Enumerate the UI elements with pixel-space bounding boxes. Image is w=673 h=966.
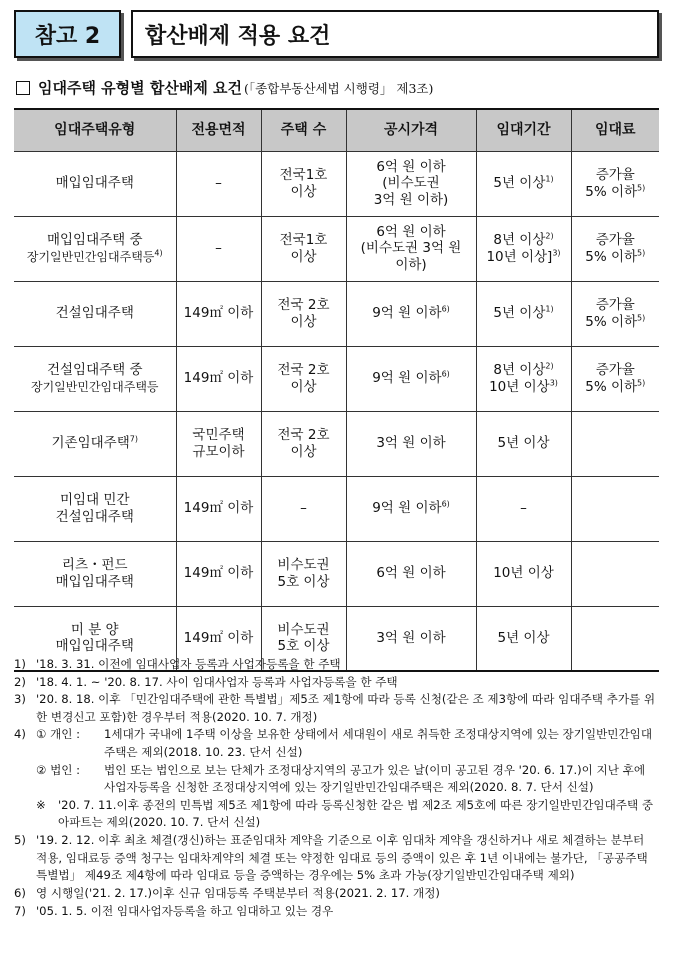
footnote-ref: 6) (441, 499, 450, 509)
footnote-ref: 5) (637, 378, 646, 387)
footnote-ref: 3) (552, 248, 561, 257)
cell-price: 6억 원 이하 (346, 541, 476, 606)
cell-type: 매입임대주택 (14, 151, 176, 216)
table-row (14, 216, 659, 281)
table-row (14, 476, 659, 541)
cell-price: 9억 원 이하$^{6)}$ (346, 346, 476, 411)
cell-price: 9억 원 이하$^{6)}$ (346, 476, 476, 541)
footnote-ref: 2) (545, 231, 554, 241)
footnote-ref: 2) (545, 361, 554, 371)
footnote-ref: 5) (637, 183, 646, 192)
cell-rent (571, 411, 659, 476)
cell-area: – (176, 216, 261, 281)
footnote-ref: 1) (545, 174, 554, 184)
legal-reference: (「종합부동산세법 시행령」 제3조) (244, 80, 434, 96)
footnote-subitem: ① 개인 : 1세대가 국내에 1주택 이상을 보유한 상태에서 세대원이 새로 취득한 조정대상지역에 있는 장기일반민간임대주택은 제외(2018. 10. 23. 단서 신설) (36, 727, 653, 760)
footnote-subitem: ② 법인 : 법인 또는 법인으로 보는 단체가 조정대상지역의 공고가 있은 날(이미 공고된 경우 '20. 6. 17.)이 지난 후에 사업자등록을 신청한 조정대상지역에 있는 장기일반민간임대주택은 제외(2020. 8. 7. 단서 신설) (36, 762, 646, 795)
cell-price: 6억 원 이하 (비수도권 3억 원 이하) (346, 216, 476, 281)
table-row (14, 346, 659, 411)
table-header-row (14, 109, 659, 151)
footnote-ref: 5) (637, 248, 646, 257)
cell-period: 8년 이상$^{2)}$ 10년 이상$^{3)}$ (476, 346, 571, 411)
page-title: 합산배제 적용 요건 (131, 10, 659, 58)
cell-period: 5년 이상 (476, 411, 571, 476)
table-row (14, 151, 659, 216)
footnote-ref: 1) (545, 304, 554, 314)
cell-period: – (476, 476, 571, 541)
section-heading (16, 77, 433, 98)
page-header (14, 10, 659, 58)
cell-type: 리츠・펀드 매입임대주택 (14, 541, 176, 606)
cell-period: 5년 이상 (476, 606, 571, 671)
footnotes (14, 656, 659, 920)
cell-rent (571, 541, 659, 606)
footnote: 6) 영 시행일('21. 2. 17.)이후 신규 임대등록 주택분부터 적용(2021. 2. 17. 개정) (14, 885, 440, 900)
cell-count: 전국1호 이상 (261, 216, 346, 281)
reference-label: 참고 2 (14, 10, 121, 58)
cell-area: 149㎡ 이하 (176, 281, 261, 346)
cell-area: 149㎡ 이하 (176, 541, 261, 606)
column-header: 전용면적 (176, 109, 261, 151)
cell-type: 미임대 민간 건설임대주택 (14, 476, 176, 541)
cell-rent: 증가율 5% 이하$^{5)}$ (571, 346, 659, 411)
cell-area: 국민주택 규모이하 (176, 411, 261, 476)
requirements-table (14, 108, 659, 672)
cell-area: 149㎡ 이하 (176, 606, 261, 671)
column-header: 임대기간 (476, 109, 571, 151)
cell-area: 149㎡ 이하 (176, 476, 261, 541)
footnote: 5) '19. 2. 12. 이후 최초 체결(갱신)하는 표준임대차 계약을 기준으로 이후 임대차 계약을 갱신하거나 새로 체결하는 분부터 적용, 임대료등 증액 청구는 임대차계약의 체결 또는 약정한 임대료 등의 증액이 있은 후 1년 이내에는 불가단, 「공공주택 특별법」 제49조 제4항에 따라 임대료 등을 증액하는 경우에는 5% 초과 가능(장기일반민간임대주택 제외) (14, 833, 648, 883)
footnote-ref: 5) (637, 313, 646, 322)
footnote: 1) '18. 3. 31. 이전에 임대사업자 등록과 사업자등록을 한 주택 (14, 657, 341, 671)
footnote: 7) '05. 1. 5. 이전 임대사업자등록을 하고 임대하고 있는 경우 (14, 903, 334, 918)
cell-count: 전국 2호 이상 (261, 411, 346, 476)
cell-count: 비수도권 5호 이상 (261, 541, 346, 606)
cell-period: 5년 이상$^{1)}$ (476, 151, 571, 216)
requirements-table-wrapper (14, 108, 659, 672)
checkbox-square-icon (16, 81, 30, 95)
table-row (14, 411, 659, 476)
cell-price: 3억 원 이하 (346, 411, 476, 476)
footnote: 3) '20. 8. 18. 이후 「민간임대주택에 관한 특별법」제5조 제1항에 따라 등록 신청(같은 조 제3항에 따라 임대주택 추가를 위한 변경신고 포함)한 경우부터 적용(2020. 10. 7. 개정) (14, 692, 656, 724)
cell-count: 비수도권 5호 이상 (261, 606, 346, 671)
footnote-subitem: ※ '20. 7. 11.이후 종전의 민특법 제5조 제1항에 따라 등록신청한 같은 법 제2조 제5호에 따른 장기일반민간임대주택 중 아파트는 제외(2020. 10. 7. 단서 신설) (36, 797, 654, 830)
column-header: 임대주택유형 (14, 109, 176, 151)
cell-count: – (261, 476, 346, 541)
cell-period: 8년 이상$^{2)}$ 10년 이상]$^{3)}$ (476, 216, 571, 281)
cell-count: 전국 2호 이상 (261, 346, 346, 411)
footnote-ref: 6) (441, 369, 450, 379)
cell-type: 기존임대주택$^{7)}$ (14, 411, 176, 476)
cell-period: 5년 이상$^{1)}$ (476, 281, 571, 346)
column-header: 임대료 (571, 109, 659, 151)
cell-count: 전국 2호 이상 (261, 281, 346, 346)
cell-rent: 증가율 5% 이하$^{5)}$ (571, 216, 659, 281)
footnote: 4) ① 개인 : 1세대가 국내에 1주택 이상을 보유한 상태에서 세대원이 새로 취득한 조정대상지역에 있는 장기일반민간임대주택은 제외(2018. 10. 23. 단서 신설) ② 법인 : 법인 또는 법인으로 보는 단체가 조정대상지역의 공고가 있은 날(이미 공고된 경우 '20. 6. 17.)이 지난 후에 사업자등록을 신청한 조정대상지역에 있는 장기일반민간임대주택은 제외(2020. 8. 7. 단서 신설) ※ '20. 7. 11.이후 종전의 민특법 제5조 제1항에 따라 등록신청한 같은 법 제2조 제5호에 따른 장기일반민간임대주택 중 아파트는 제외(2020. 10. 7. 단서 신설) (14, 726, 659, 832)
cell-rent: 증가율 5% 이하$^{5)}$ (571, 151, 659, 216)
cell-area: 149㎡ 이하 (176, 346, 261, 411)
cell-count: 전국1호 이상 (261, 151, 346, 216)
table-row (14, 541, 659, 606)
cell-type: 건설임대주택 (14, 281, 176, 346)
column-header: 주택 수 (261, 109, 346, 151)
footnote-ref: 4) (154, 248, 163, 257)
cell-area: – (176, 151, 261, 216)
cell-price: 3억 원 이하 (346, 606, 476, 671)
footnote: 2) '18. 4. 1. ~ '20. 8. 17. 사이 임대사업자 등록과 사업자등록을 한 주택 (14, 674, 398, 689)
section-heading-text: 임대주택 유형별 합산배제 요건 (38, 79, 243, 97)
cell-rent (571, 476, 659, 541)
cell-type: 매입임대주택 중 장기일반민간임대주택등$^{4)}$ (14, 216, 176, 281)
cell-price: 6억 원 이하 (비수도권 3억 원 이하) (346, 151, 476, 216)
footnote-ref: 6) (441, 304, 450, 314)
cell-type: 미 분 양 매입임대주택 (14, 606, 176, 671)
cell-rent: 증가율 5% 이하$^{5)}$ (571, 281, 659, 346)
cell-price: 9억 원 이하$^{6)}$ (346, 281, 476, 346)
table-row (14, 281, 659, 346)
column-header: 공시가격 (346, 109, 476, 151)
footnote-ref: 3) (549, 378, 558, 387)
cell-type: 건설임대주택 중 장기일반민간임대주택등 (14, 346, 176, 411)
cell-period: 10년 이상 (476, 541, 571, 606)
footnote-ref: 7) (129, 434, 138, 444)
